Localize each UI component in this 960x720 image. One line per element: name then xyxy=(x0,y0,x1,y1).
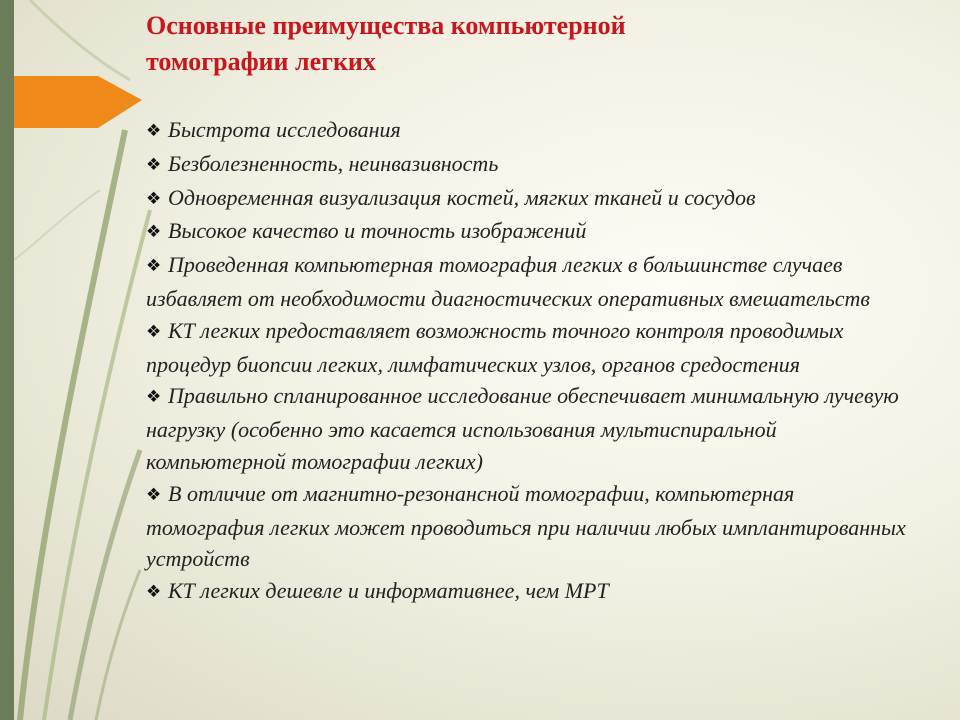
list-item-text: Быстрота исследования xyxy=(168,117,401,142)
list-item-text: Правильно спланированное исследование обеспечивает минимальную лучевую нагрузку (особенно это касается использования мультиспиральной компьютерной томографии легких) xyxy=(146,383,899,474)
list-item xyxy=(146,575,916,609)
orange-arrow-shape xyxy=(14,76,142,128)
diamond-bullet-icon: ❖ xyxy=(146,188,162,209)
list-item xyxy=(146,478,916,575)
list-item-text: Проведенная компьютерная томография легких в большинстве случаев избавляет от необходимости диагностических оперативных вмешательств xyxy=(146,252,870,311)
list-item-text: КТ легких дешевле и информативнее, чем МРТ xyxy=(168,578,609,604)
slide-title-line-2: томографии легких xyxy=(146,47,376,76)
list-item xyxy=(146,315,916,381)
list-item xyxy=(146,380,916,477)
list-item-text: В отличие от магнитно-резонансной томографии, компьютерная томография легких может проводиться при наличии любых имплантированных устройств xyxy=(146,480,906,572)
list-item-text: Безболезненность, неинвазивность xyxy=(168,150,499,176)
diamond-bullet-icon: ❖ xyxy=(146,222,162,243)
advantages-list xyxy=(146,114,916,609)
list-item xyxy=(146,249,916,315)
slide-title xyxy=(146,8,926,80)
diamond-bullet-icon: ❖ xyxy=(146,321,162,342)
list-item-text: Одновременная визуализация костей, мягких тканей и сосудов xyxy=(168,184,756,210)
list-item xyxy=(146,215,916,249)
list-item xyxy=(146,114,916,148)
diamond-bullet-icon: ❖ xyxy=(146,582,162,603)
diamond-bullet-icon: ❖ xyxy=(146,387,162,408)
list-item xyxy=(146,182,916,216)
list-item-text: Высокое качество и точность изображений xyxy=(168,218,587,244)
list-item xyxy=(146,148,916,182)
diamond-bullet-icon: ❖ xyxy=(146,256,162,277)
list-item-text: КТ легких предоставляет возможность точного контроля проводимых процедур биопсии легких, лимфатических узлов, органов средостения xyxy=(146,317,844,377)
left-accent-bar xyxy=(0,0,14,720)
diamond-bullet-icon: ❖ xyxy=(146,121,162,141)
slide-title-line-1: Основные преимущества компьютерной xyxy=(146,11,626,40)
diamond-bullet-icon: ❖ xyxy=(146,154,162,175)
diamond-bullet-icon: ❖ xyxy=(146,484,162,505)
